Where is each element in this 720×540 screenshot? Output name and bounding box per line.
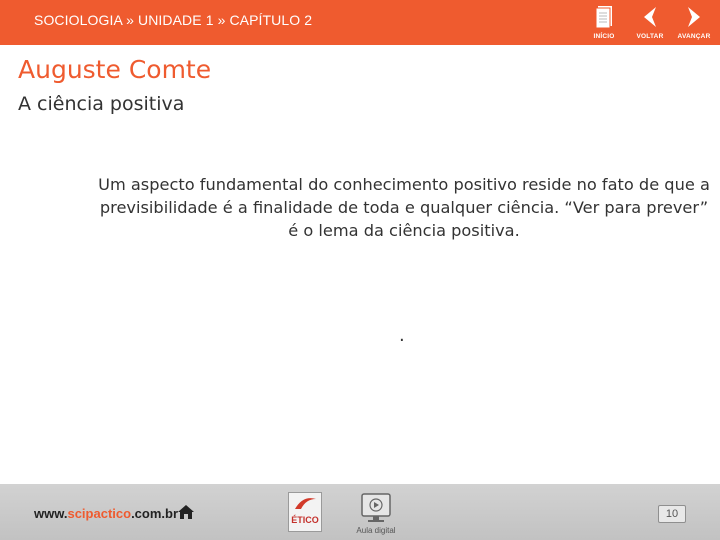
voltar-button[interactable] <box>630 5 670 43</box>
page-title: Auguste Comte <box>18 55 212 84</box>
page-number: 10 <box>658 505 686 523</box>
breadcrumb: SOCIOLOGIA » UNIDADE 1 » CAPÍTULO 2 <box>34 12 313 28</box>
voltar-label: VOLTAR <box>636 33 664 40</box>
avancar-button[interactable] <box>672 5 716 43</box>
arrow-left-icon <box>630 5 670 29</box>
site-prefix: www. <box>34 506 68 521</box>
inicio-label: INÍCIO <box>593 33 615 40</box>
stray-dot: . <box>399 325 405 346</box>
top-bar <box>0 0 720 45</box>
page-subtitle: A ciência positiva <box>18 93 185 115</box>
etico-swoosh-icon <box>289 493 321 515</box>
document-icon <box>588 5 620 29</box>
monitor-play-icon <box>352 492 400 526</box>
site-brand: scipactico <box>67 506 132 521</box>
home-icon[interactable] <box>177 504 195 520</box>
footer-bar <box>0 484 720 540</box>
aula-digital-label: Aula digital <box>356 526 396 535</box>
etico-logo <box>288 492 322 532</box>
arrow-right-icon <box>672 5 716 29</box>
avancar-label: AVANÇAR <box>677 33 711 40</box>
inicio-button[interactable] <box>588 5 620 43</box>
etico-logo-text: ÉTICO <box>291 515 319 525</box>
body-paragraph: Um aspecto fundamental do conhecimento positivo reside no fato de que a previsibilidade é a finalidade de toda e qualquer ciência. “Ver para prever” é o lema da ciência positiva. <box>98 175 710 240</box>
site-link[interactable] <box>34 506 178 521</box>
site-suffix: .com.br <box>131 506 179 521</box>
aula-digital-logo <box>352 492 400 538</box>
